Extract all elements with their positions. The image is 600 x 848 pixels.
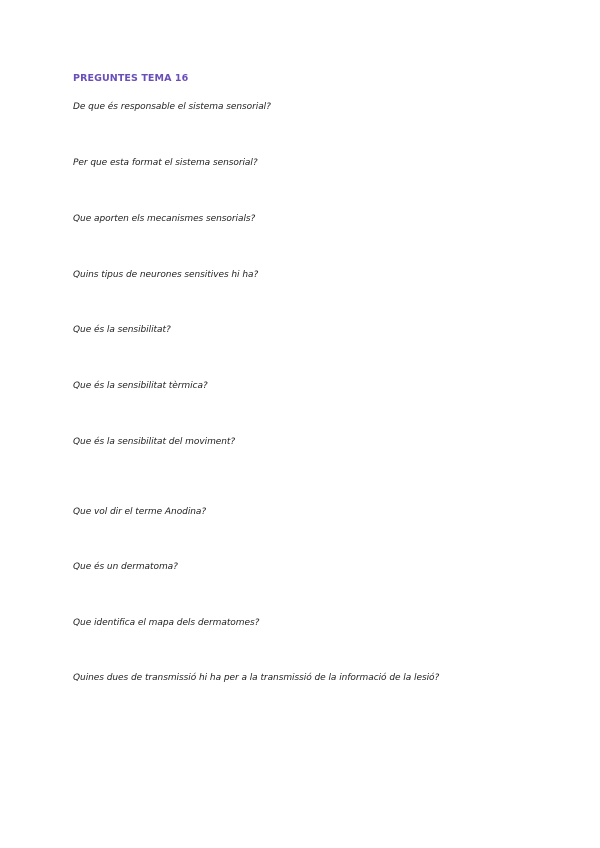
page-title: PREGUNTES TEMA 16 (73, 73, 189, 84)
question-7: Que és la sensibilitat del moviment? (73, 437, 236, 447)
question-10: Que identifica el mapa dels dermatomes? (73, 618, 260, 628)
question-8: Que vol dir el terme Anodina? (73, 507, 207, 517)
question-3: Que aporten els mecanismes sensorials? (73, 214, 256, 224)
question-11: Quines dues de transmissió hi ha per a la transmissió de la informació de la lesió? (73, 673, 440, 683)
question-1: De que és responsable el sistema sensorial? (73, 102, 271, 112)
question-9: Que és un dermatoma? (73, 562, 178, 572)
question-6: Que és la sensibilitat tèrmica? (73, 381, 208, 391)
question-4: Quins tipus de neurones sensitives hi ha? (73, 270, 259, 280)
question-2: Per que esta format el sistema sensorial? (73, 158, 258, 168)
question-5: Que és la sensibilitat? (73, 325, 171, 335)
